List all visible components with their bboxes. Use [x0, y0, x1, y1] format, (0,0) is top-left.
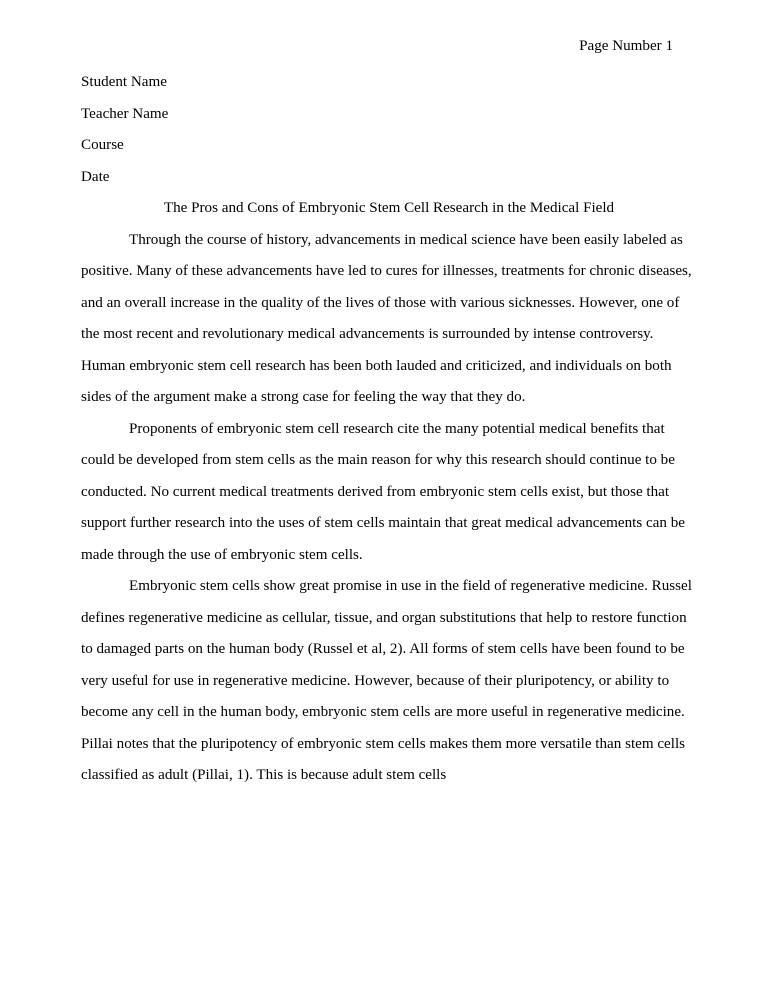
page-number-header: Page Number 1: [579, 38, 673, 54]
teacher-name: Teacher Name: [81, 105, 169, 122]
document-body: [81, 67, 697, 792]
paragraph-2: Proponents of embryonic stem cell research cite the many potential medical benefits that could be developed from stem cells as the main reason for why this research should continue to be conducted. No current medical treatments derived from embryonic stem cells exist, but those that support further research into the uses of stem cells maintain that great medical advancements can be made through the use of embryonic stem cells.: [81, 420, 685, 563]
essay-title: The Pros and Cons of Embryonic Stem Cell Research in the Medical Field: [163, 200, 615, 216]
course-name: Course: [81, 137, 124, 153]
paragraph-1: Through the course of history, advancements in medical science have been easily labeled as positive. Many of these advancements have led to cures for illnesses, treatments for chronic diseases, and an overall increase in the quality of the lives of those with various sicknesses. However, one of the most recent and revolutionary medical advancements is surrounded by intense controversy. Human embryonic stem cell research has been both lauded and criticized, and individuals on both sides of the argument make a strong case for feeling the way that they do.: [81, 231, 692, 405]
paragraph-3: Embryonic stem cells show great promise in use in the field of regenerative medicine. Russel defines regenerative medicine as cellular, tissue, and organ substitutions that help to restore function to damaged parts on the human body (Russel et al, 2). All forms of stem cells have been found to be very useful for use in regenerative medicine. However, because of their pluripotency, or ability to become any cell in the human body, embryonic stem cells are more useful in regenerative medicine. Pillai notes that the pluripotency of embryonic stem cells makes them more versatile than stem cells classified as adult (Pillai, 1). This is because adult stem cells: [81, 578, 692, 783]
date-line: Date: [81, 168, 110, 185]
student-name: Student Name: [81, 74, 167, 90]
